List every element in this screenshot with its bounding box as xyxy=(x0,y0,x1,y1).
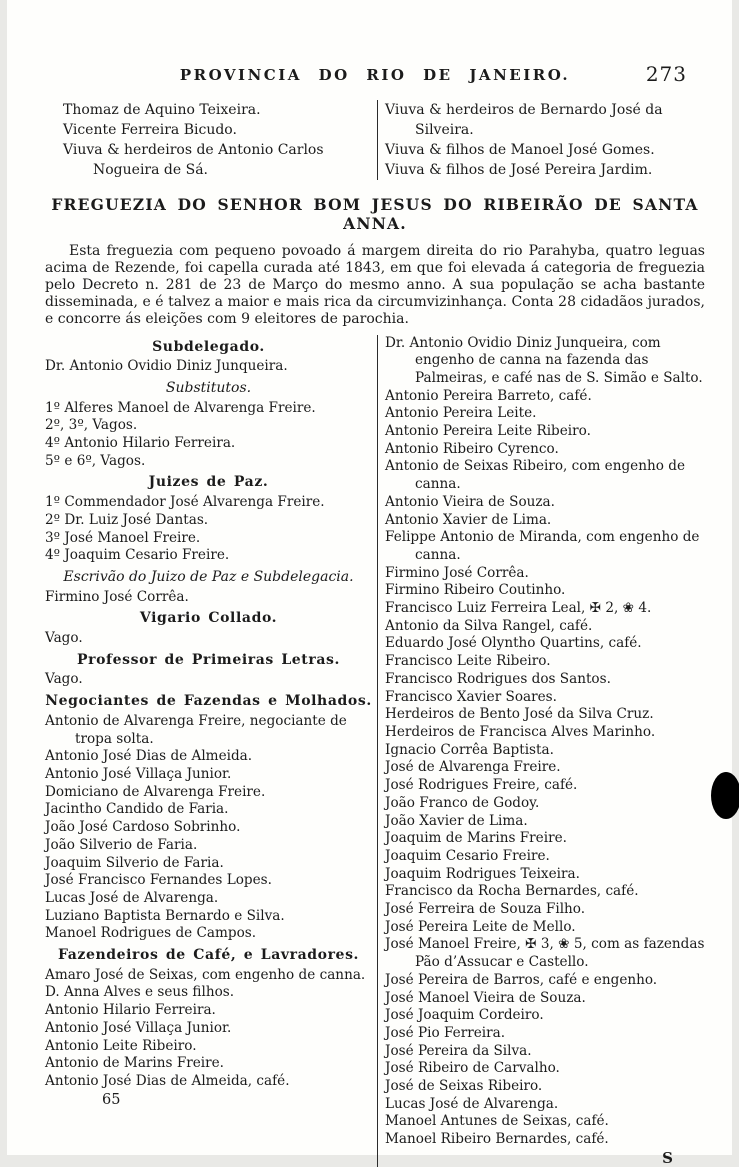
section-title: FREGUEZIA DO SENHOR BOM JESUS DO RIBEIRÃO DE SANTA ANNA. xyxy=(51,195,699,233)
list-item: José Pio Ferreira. xyxy=(385,1024,506,1041)
list-item: Antonio Xavier de Lima. xyxy=(385,511,552,528)
list-item: Antonio José Villaça Junior. xyxy=(45,1019,232,1036)
list-item: Lucas José de Alvarenga. xyxy=(385,1095,559,1112)
list-item: Francisco da Rocha Bernardes, café. xyxy=(385,883,639,900)
top-list-right-column xyxy=(377,100,705,180)
continued-name-list xyxy=(45,100,705,180)
list-item: Francisco Leite Ribeiro. xyxy=(385,653,551,670)
list-item: José Pereira Leite de Mello. xyxy=(385,918,576,935)
list-item: Vago. xyxy=(45,630,83,647)
list-item: José de Seixas Ribeiro. xyxy=(385,1078,543,1095)
list-item: João Xavier de Lima. xyxy=(385,812,528,829)
list-item: José Pereira da Silva. xyxy=(385,1042,532,1059)
list-item: 2º, 3º, Vagos. xyxy=(45,417,138,434)
list-item: Luziano Baptista Bernardo e Silva. xyxy=(45,907,285,924)
subsection-heading: Professor de Primeiras Letras. xyxy=(77,651,340,668)
list-item: José Joaquim Cordeiro. xyxy=(385,1007,544,1024)
list-item: José Ferreira de Souza Filho. xyxy=(385,901,586,918)
list-item: Vicente Ferreira Bicudo. xyxy=(63,122,237,138)
book-page xyxy=(7,0,732,1167)
list-item: 1º Commendador José Alvarenga Freire. xyxy=(45,494,325,511)
list-item: Antonio José Dias de Almeida. xyxy=(45,748,253,765)
list-item: Antonio de Seixas Ribeiro, com engenho de canna. xyxy=(385,458,685,493)
list-item: Francisco Rodrigues dos Santos. xyxy=(385,670,611,687)
right-column-list xyxy=(385,335,705,1149)
list-item: José Ribeiro de Carvalho. xyxy=(385,1060,560,1077)
right-column xyxy=(377,335,705,1167)
list-item: Dr. Antonio Ovidio Diniz Junqueira, com engenho de canna na fazenda das Palmeiras, e café nas de S. Simão e Salto. xyxy=(385,334,703,386)
list-item: José Rodrigues Freire, café. xyxy=(385,777,578,794)
list-item: Antonio Ribeiro Cyrenco. xyxy=(385,440,559,457)
list-item: José Manoel Vieira de Souza. xyxy=(385,989,586,1006)
list-item: José Manoel Freire, ✠ 3, ❀ 5, com as fazendas Pão d’Assucar e Castello. xyxy=(385,936,705,971)
list-item: Antonio de Alvarenga Freire, negociante de tropa solta. xyxy=(45,712,347,747)
directory-columns xyxy=(45,335,705,1167)
list-item: Firmino José Corrêa. xyxy=(385,564,529,581)
list-item: Dr. Antonio Ovidio Diniz Junqueira. xyxy=(45,358,288,375)
list-item: João Silverio de Faria. xyxy=(45,836,198,853)
list-item: 4º Antonio Hilario Ferreira. xyxy=(45,435,236,452)
page-number: 273 xyxy=(645,62,687,86)
list-item: Viuva & filhos de José Pereira Jardim. xyxy=(385,162,653,178)
list-item: Joaquim de Marins Freire. xyxy=(385,830,567,847)
list-item: Manoel Antunes de Seixas, café. xyxy=(385,1113,609,1130)
list-item: D. Anna Alves e seus filhos. xyxy=(45,984,235,1001)
list-item: Antonio Vieira de Souza. xyxy=(385,493,555,510)
list-item: Viuva & herdeiros de Antonio Carlos Nogueira de Sá. xyxy=(63,142,324,178)
list-item: Antonio da Silva Rangel, café. xyxy=(385,617,593,634)
subsection-heading: Substitutos. xyxy=(165,379,252,396)
left-column xyxy=(45,335,377,1167)
list-item: Herdeiros de Francisca Alves Marinho. xyxy=(385,724,656,740)
list-item: José de Alvarenga Freire. xyxy=(385,759,561,776)
list-item: Antonio José Villaça Junior. xyxy=(45,766,232,782)
list-item: 4º Joaquim Cesario Freire. xyxy=(45,547,230,564)
running-header-title: PROVINCIA DO RIO DE JANEIRO. xyxy=(179,66,571,84)
subsection-heading: Juizes de Paz. xyxy=(148,474,269,491)
list-item: Antonio de Marins Freire. xyxy=(45,1055,225,1072)
list-item: João Franco de Godoy. xyxy=(385,794,540,811)
list-item: Manoel Rodrigues de Campos. xyxy=(45,925,257,942)
list-item: Jacintho Candido de Faria. xyxy=(45,801,229,818)
list-item: Felippe Antonio de Miranda, com engenho de canna. xyxy=(385,529,700,563)
printer-signature-right: S xyxy=(662,1148,673,1167)
subsection-heading: Escrivão do Juizo de Paz e Subdelegacia. xyxy=(63,568,354,585)
list-item: Francisco Xavier Soares. xyxy=(385,688,557,705)
list-item: Eduardo José Olyntho Quartins, café. xyxy=(385,635,642,652)
intro-paragraph: Esta freguezia com pequeno povoado á margem direita do rio Parahyba, quatro leguas acima de Rezende, foi capella curada até 1843, em que foi elevada á categoria de freguezia pelo Decreto n. 281 de 23 de Março do mesmo anno. A sua população se acha bastante disseminada, e é talvez a maior e mais rica da circumvizinhança. Conta 28 cidadãos jurados, e concorre ás eleições com 9 eleitores de parochia. xyxy=(45,243,705,327)
list-item: Firmino José Corrêa. xyxy=(45,588,189,605)
list-item: Lucas José de Alvarenga. xyxy=(45,889,219,906)
list-item: Antonio Pereira Leite Ribeiro. xyxy=(385,423,591,440)
list-item: Joaquim Rodrigues Teixeira. xyxy=(385,865,580,882)
list-item: Ignacio Corrêa Baptista. xyxy=(385,741,554,758)
list-item: Amaro José de Seixas, com engenho de canna. xyxy=(45,966,366,983)
list-item: Joaquim Silverio de Faria. xyxy=(45,854,224,871)
printer-signature-left: 65 xyxy=(102,1091,121,1108)
list-item: 3º José Manoel Freire. xyxy=(45,529,201,546)
subsection-heading: Vigario Collado. xyxy=(139,610,278,627)
subsection-heading: Subdelegado. xyxy=(152,338,265,355)
list-item: Antonio Hilario Ferreira. xyxy=(45,1002,216,1019)
list-item: Firmino Ribeiro Coutinho. xyxy=(385,582,566,599)
list-item: Domiciano de Alvarenga Freire. xyxy=(45,783,266,800)
list-item: Francisco Luiz Ferreira Leal, ✠ 2, ❀ 4. xyxy=(385,600,652,617)
list-item: Antonio Pereira Barreto, café. xyxy=(385,387,592,404)
list-item: 5º e 6º, Vagos. xyxy=(45,452,146,469)
list-item: Thomaz de Aquino Teixeira. xyxy=(63,102,261,118)
list-item: Antonio Pereira Leite. xyxy=(385,405,537,422)
subsection-heading: Negociantes de Fazendas e Molhados. xyxy=(45,693,372,710)
list-item: José Francisco Fernandes Lopes. xyxy=(45,872,272,889)
list-item: Joaquim Cesario Freire. xyxy=(385,847,550,864)
list-item: 1º Alferes Manoel de Alvarenga Freire. xyxy=(45,399,316,416)
list-item: José Pereira de Barros, café e engenho. xyxy=(385,971,658,988)
list-item: Antonio José Dias de Almeida, café. xyxy=(45,1072,290,1089)
scan-artifact-blob xyxy=(711,772,739,819)
list-item: Antonio Leite Ribeiro. xyxy=(45,1037,197,1054)
top-list-left-column xyxy=(45,100,377,180)
page-header xyxy=(45,62,705,92)
list-item: Herdeiros de Bento José da Silva Cruz. xyxy=(385,706,654,723)
list-item: Manoel Ribeiro Bernardes, café. xyxy=(385,1131,609,1148)
left-column-sections xyxy=(45,339,372,1091)
list-item: Vago. xyxy=(45,671,83,688)
list-item: 2º Dr. Luiz José Dantas. xyxy=(45,511,209,528)
list-item: Viuva & filhos de Manoel José Gomes. xyxy=(385,142,655,158)
subsection-heading: Fazendeiros de Café, e Lavradores. xyxy=(57,947,360,964)
list-item: Viuva & herdeiros de Bernardo José da Silveira. xyxy=(385,102,663,138)
list-item: João José Cardoso Sobrinho. xyxy=(45,819,241,836)
